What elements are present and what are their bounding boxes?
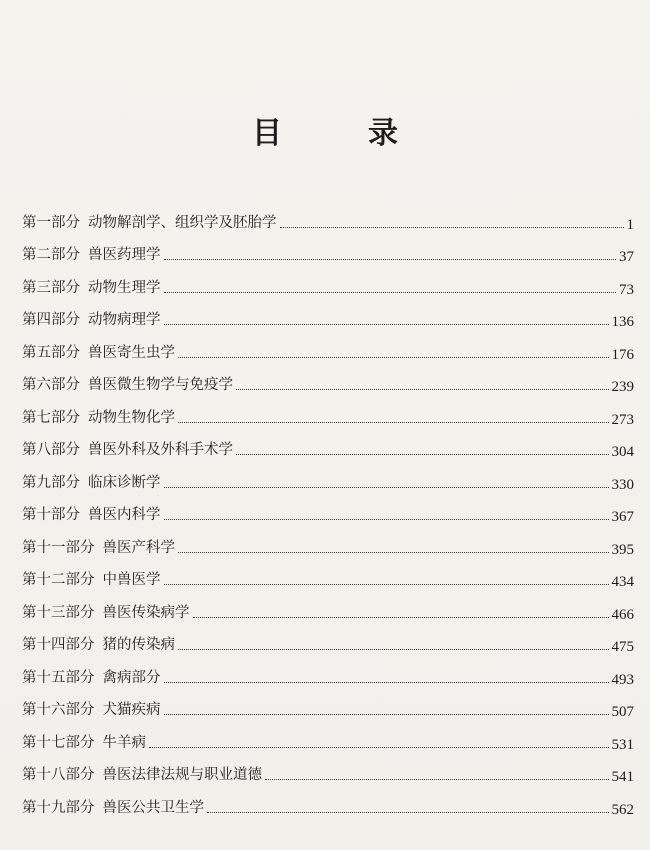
page-title: 目 录 [252, 116, 426, 151]
toc-page-number: 395 [611, 541, 634, 558]
toc-part-label: 第十八部分 [22, 767, 95, 784]
toc-page-number: 176 [611, 346, 634, 363]
dot-leader [164, 486, 609, 488]
toc-entry-title: 兽医外科及外科手术学 [88, 442, 233, 459]
toc-entry-title: 兽医药理学 [88, 247, 161, 264]
toc-part-label: 第十一部分 [22, 539, 95, 556]
dot-leader [164, 323, 609, 325]
toc-entry[interactable] [22, 238, 634, 271]
toc-entry[interactable] [22, 725, 634, 758]
toc-page-number: 507 [611, 704, 634, 720]
toc-page-number: 330 [611, 476, 634, 493]
toc-part-label: 第十五部分 [22, 669, 95, 686]
toc-part-label: 第三部分 [22, 279, 80, 296]
toc-page-number: 493 [611, 671, 634, 688]
toc-page-number: 531 [611, 736, 634, 753]
toc-entry[interactable] [22, 465, 634, 498]
dot-leader [207, 811, 609, 813]
dot-leader [164, 713, 609, 715]
toc-part-label: 第四部分 [22, 312, 80, 329]
dot-leader [193, 616, 609, 618]
toc-part-label: 第十三部分 [22, 604, 95, 621]
dot-leader [164, 291, 617, 293]
dot-leader [178, 648, 609, 650]
toc-page-number: 37 [619, 249, 634, 265]
toc-page-number: 475 [611, 639, 634, 655]
toc-part-label: 第十九部分 [22, 799, 95, 816]
toc-entry[interactable] [22, 563, 634, 596]
toc-entry-title: 动物生物化学 [88, 409, 175, 426]
dot-leader [265, 778, 609, 780]
toc-part-label: 第九部分 [22, 474, 80, 491]
toc-page-number: 367 [611, 509, 634, 525]
toc-part-label: 第八部分 [22, 442, 80, 459]
toc-entry-title: 兽医微生物学与免疫学 [88, 377, 233, 394]
toc-entry-title: 中兽医学 [102, 572, 161, 589]
toc-page-number: 73 [619, 281, 634, 298]
toc-part-label: 第五部分 [22, 344, 80, 361]
toc-entry-title: 禽病部分 [102, 669, 161, 686]
toc-entry-title: 动物解剖学、组织学及胚胎学 [88, 214, 277, 231]
toc-entry-title: 兽医法律法规与职业道德 [102, 767, 262, 784]
toc-entry[interactable] [22, 660, 634, 693]
dot-leader [280, 226, 624, 228]
toc-page-number: 541 [611, 769, 634, 785]
toc-page-number: 273 [611, 411, 634, 428]
toc-entry[interactable] [22, 628, 634, 661]
toc-part-label: 第十七部分 [22, 734, 95, 751]
toc-entry-title: 兽医寄生虫学 [88, 344, 175, 361]
toc-entry-title: 动物病理学 [88, 312, 161, 329]
toc-page-number: 304 [611, 444, 634, 460]
dot-leader [164, 518, 609, 520]
toc-entry-title: 兽医内科学 [88, 507, 161, 524]
toc-entry-title: 动物生理学 [88, 279, 161, 296]
toc-part-label: 第六部分 [22, 377, 80, 394]
toc-page-number: 434 [611, 574, 634, 590]
toc-page-number: 136 [611, 314, 634, 330]
toc-entry[interactable] [22, 368, 634, 401]
dot-leader [178, 356, 609, 358]
toc-part-label: 第十六部分 [22, 702, 95, 719]
toc-entry-title: 牛羊病 [102, 734, 146, 751]
toc-part-label: 第一部分 [22, 214, 80, 231]
toc-entry[interactable] [22, 335, 634, 368]
toc-page-number: 239 [611, 379, 634, 395]
toc-entry-title: 兽医产科学 [102, 539, 175, 556]
toc-part-label: 第二部分 [22, 247, 80, 264]
toc-entry[interactable] [22, 693, 634, 726]
toc-entry[interactable] [22, 303, 634, 336]
toc-part-label: 第十部分 [22, 507, 80, 524]
toc-entry[interactable] [22, 758, 634, 791]
dot-leader [164, 258, 617, 260]
dot-leader [164, 681, 609, 683]
toc-page-number: 1 [626, 216, 634, 233]
toc-entry-title: 犬猫疾病 [102, 702, 161, 719]
table-of-contents [22, 205, 634, 823]
dot-leader [178, 421, 609, 423]
dot-leader [236, 388, 609, 390]
toc-entry[interactable] [22, 400, 634, 433]
toc-entry-title: 兽医公共卫生学 [102, 799, 204, 816]
toc-page-number: 466 [611, 606, 634, 623]
toc-entry-title: 临床诊断学 [88, 474, 161, 491]
dot-leader [236, 453, 609, 455]
toc-part-label: 第七部分 [22, 409, 80, 426]
toc-entry[interactable] [22, 595, 634, 628]
toc-entry-title: 猪的传染病 [102, 637, 175, 654]
dot-leader [149, 746, 609, 748]
dot-leader [178, 551, 609, 553]
toc-entry-title: 兽医传染病学 [102, 604, 190, 621]
toc-page-number: 562 [611, 801, 634, 818]
toc-entry[interactable] [22, 498, 634, 531]
toc-part-label: 第十四部分 [22, 637, 95, 654]
toc-entry[interactable] [22, 433, 634, 466]
toc-entry[interactable] [22, 790, 634, 823]
toc-entry[interactable] [22, 270, 634, 303]
toc-entry[interactable] [22, 205, 634, 238]
toc-part-label: 第十二部分 [22, 572, 95, 589]
dot-leader [164, 583, 609, 585]
toc-entry[interactable] [22, 530, 634, 563]
